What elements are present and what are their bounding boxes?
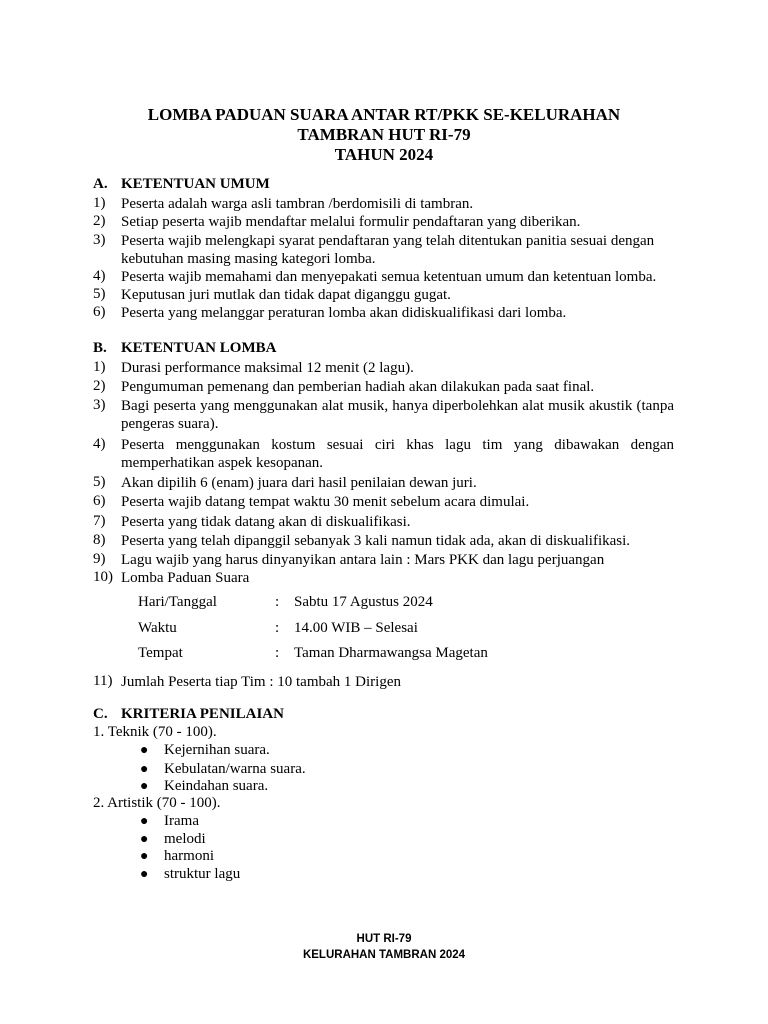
list-item-number: 6) [93, 493, 106, 509]
list-item-number: 8) [93, 532, 106, 548]
list-item-text: Setiap peserta wajib mendaftar melalui formulir pendaftaran yang diberikan. [121, 214, 581, 230]
schedule-separator: : [275, 594, 280, 610]
section-c-title: KRITERIA PENILAIAN [121, 706, 284, 722]
criteria-bullet-text: struktur lagu [164, 866, 241, 882]
list-item-text: Peserta wajib melengkapi syarat pendaftaran yang telah ditentukan panitia sesuai dengan kebutuhan masing masing kategori lomba. [121, 233, 655, 267]
list-item-text: Jumlah Peserta tiap Tim : 10 tambah 1 Dirigen [121, 674, 401, 690]
bullet-icon: ● [140, 867, 149, 882]
list-item-text: Akan dipilih 6 (enam) juara dari hasil penilaian dewan juri. [121, 475, 477, 491]
section-b-letter: B. [93, 340, 107, 356]
footer-line-2: KELURAHAN TAMBRAN 2024 [302, 949, 466, 961]
list-item-text: Pengumuman pemenang dan pemberian hadiah akan dilakukan pada saat final. [121, 379, 595, 395]
list-item-number: 11) [93, 673, 113, 689]
schedule-value: Sabtu 17 Agustus 2024 [294, 594, 433, 610]
criteria-bullet-text: Irama [164, 813, 199, 829]
list-item-text: Peserta menggunakan kostum sesuai ciri khas lagu tim yang dibawakan dengan memperhatikan aspek kesopanan. [121, 437, 674, 471]
criteria-bullet-text: Keindahan suara. [164, 778, 269, 794]
section-a-title: KETENTUAN UMUM [121, 176, 270, 192]
list-item-number: 3) [93, 397, 106, 413]
criteria-bullet-text: melodi [164, 831, 206, 847]
schedule-label: Hari/Tanggal [138, 594, 217, 610]
list-item-text: Peserta yang telah dipanggil sebanyak 3 kali namun tidak ada, akan di diskualifikasi. [121, 533, 631, 549]
document-title-line-2: TAMBRAN HUT RI-79 [297, 125, 471, 144]
criteria-bullet-text: harmoni [164, 848, 214, 864]
list-item-text: Peserta wajib memahami dan menyepakati semua ketentuan umum dan ketentuan lomba. [121, 269, 657, 285]
bullet-icon: ● [140, 762, 149, 777]
list-item-number: 9) [93, 551, 106, 567]
document-title-line-3: TAHUN 2024 [334, 145, 434, 164]
list-item-number: 5) [93, 474, 106, 490]
list-item-number: 1) [93, 195, 106, 211]
list-item-number: 4) [93, 268, 106, 284]
bullet-icon: ● [140, 814, 149, 829]
section-b-title: KETENTUAN LOMBA [121, 340, 277, 356]
section-c-letter: C. [93, 706, 108, 722]
list-item-text: Peserta yang melanggar peraturan lomba akan didiskualifikasi dari lomba. [121, 305, 567, 321]
list-item-number: 3) [93, 232, 106, 248]
list-item-number: 1) [93, 359, 106, 375]
list-item-number: 2) [93, 378, 106, 394]
schedule-label: Waktu [138, 620, 177, 636]
criteria-group-label: 2. Artistik (70 - 100). [93, 795, 221, 811]
list-item-text: Peserta wajib datang tempat waktu 30 menit sebelum acara dimulai. [121, 494, 530, 510]
bullet-icon: ● [140, 743, 149, 758]
schedule-value: 14.00 WIB – Selesai [294, 620, 418, 636]
list-item-text: Peserta adalah warga asli tambran /berdomisili di tambran. [121, 196, 474, 212]
list-item-number: 4) [93, 436, 106, 452]
bullet-icon: ● [140, 779, 149, 794]
schedule-value: Taman Dharmawangsa Magetan [294, 645, 488, 661]
section-b-heading [93, 340, 276, 357]
section-c-heading [93, 706, 284, 723]
list-item-number: 5) [93, 286, 106, 302]
footer-line-1: HUT RI-79 [356, 933, 412, 945]
schedule-separator: : [275, 645, 280, 661]
document-title-line-1: LOMBA PADUAN SUARA ANTAR RT/PKK SE-KELURAHAN [147, 105, 621, 124]
criteria-group-label: 1. Teknik (70 - 100). [93, 724, 217, 740]
bullet-icon: ● [140, 832, 149, 847]
list-item-number: 2) [93, 213, 106, 229]
list-item-number: 10) [93, 569, 113, 585]
section-a-letter: A. [93, 176, 108, 192]
schedule-label: Tempat [138, 645, 183, 661]
criteria-bullet-text: Kejernihan suara. [164, 742, 270, 758]
list-item-text: Lomba Paduan Suara [121, 570, 250, 586]
list-item-text: Lagu wajib yang harus dinyanyikan antara lain : Mars PKK dan lagu perjuangan [121, 552, 605, 568]
list-item-text: Keputusan juri mutlak dan tidak dapat diganggu gugat. [121, 287, 451, 303]
list-item-number: 7) [93, 513, 106, 529]
bullet-icon: ● [140, 849, 149, 864]
schedule-separator: : [275, 620, 280, 636]
list-item-text: Durasi performance maksimal 12 menit (2 lagu). [121, 360, 414, 376]
list-item-number: 6) [93, 304, 106, 320]
criteria-bullet-text: Kebulatan/warna suara. [164, 761, 306, 777]
list-item-text: Peserta yang tidak datang akan di diskualifikasi. [121, 514, 411, 530]
list-item-text: Bagi peserta yang menggunakan alat musik, hanya diperbolehkan alat musik akustik (tanpa pengeras suara). [121, 398, 674, 432]
section-a-heading [93, 176, 270, 193]
